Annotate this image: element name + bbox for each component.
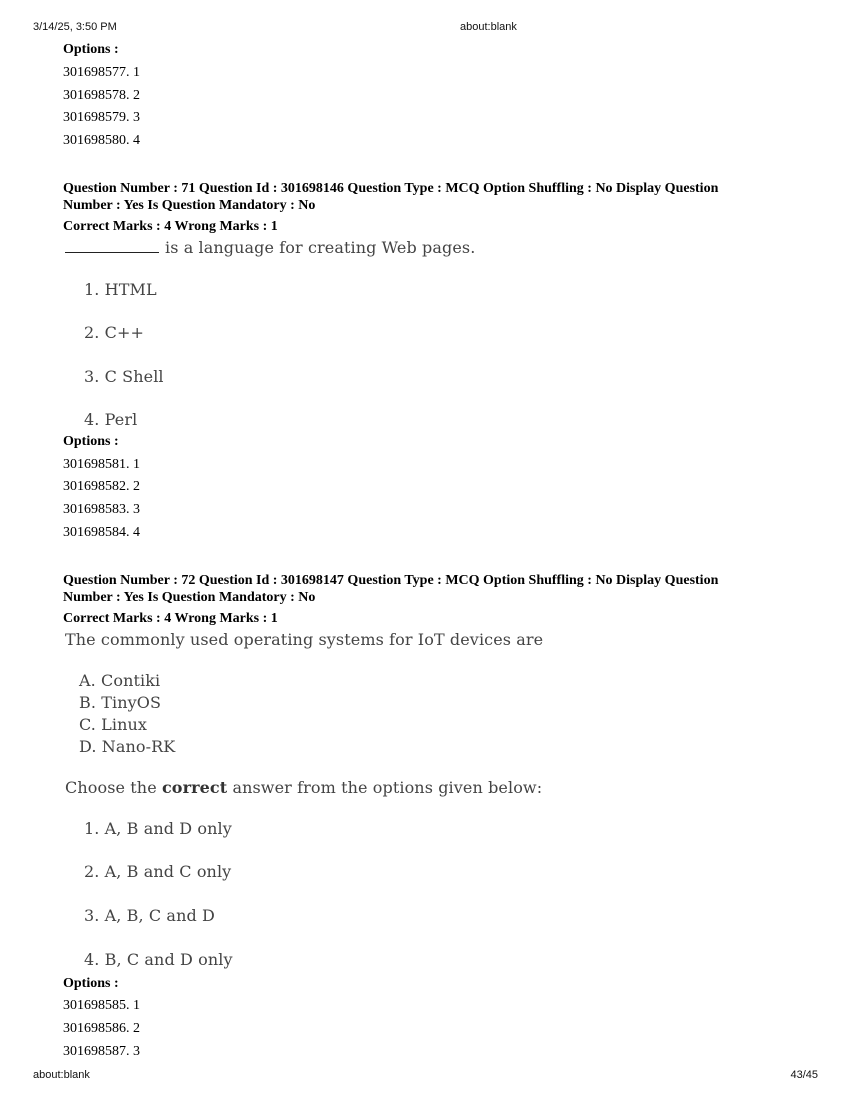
question-marks: Correct Marks : 4 Wrong Marks : 1 <box>63 611 278 626</box>
print-header-url: about:blank <box>460 21 517 33</box>
options-label: Options : <box>63 42 119 57</box>
option-id: 301698577. 1 <box>63 65 140 80</box>
answer-choice: 4. Perl <box>84 410 138 429</box>
question-meta-line: Number : Yes Is Question Mandatory : No <box>63 198 316 213</box>
question-stem <box>65 238 475 257</box>
print-header-datetime: 3/14/25, 3:50 PM <box>33 21 117 33</box>
options-label: Options : <box>63 976 119 991</box>
option-id: 301698582. 2 <box>63 479 140 494</box>
statement-item: C. Linux <box>79 715 148 734</box>
answer-choice: 3. A, B, C and D <box>84 906 215 925</box>
option-id: 301698584. 4 <box>63 525 140 540</box>
answer-choice: 3. C Shell <box>84 367 164 386</box>
question-marks: Correct Marks : 4 Wrong Marks : 1 <box>63 219 278 234</box>
answer-choice: 1. A, B and D only <box>84 819 232 838</box>
statement-item: D. Nano-RK <box>79 737 176 756</box>
option-id: 301698579. 3 <box>63 110 140 125</box>
answer-choice: 1. HTML <box>84 280 157 299</box>
option-id: 301698586. 2 <box>63 1021 140 1036</box>
option-id: 301698585. 1 <box>63 998 140 1013</box>
option-id: 301698581. 1 <box>63 457 140 472</box>
option-id: 301698580. 4 <box>63 133 140 148</box>
fill-blank <box>65 240 159 253</box>
instruction-text: answer from the options given below: <box>227 778 543 797</box>
statement-item: A. Contiki <box>79 671 161 690</box>
question-meta-line: Question Number : 71 Question Id : 301698146 Question Type : MCQ Option Shuffling : No Display Question <box>63 181 719 196</box>
page-number: 43/45 <box>790 1069 818 1081</box>
option-id: 301698583. 3 <box>63 502 140 517</box>
answer-choice: 2. C++ <box>84 323 145 342</box>
question-meta-line: Question Number : 72 Question Id : 301698147 Question Type : MCQ Option Shuffling : No Display Question <box>63 573 719 588</box>
statement-item: B. TinyOS <box>79 693 162 712</box>
answer-instruction <box>65 778 542 797</box>
answer-choice: 2. A, B and C only <box>84 862 232 881</box>
question-stem: The commonly used operating systems for IoT devices are <box>65 630 544 649</box>
answer-choice: 4. B, C and D only <box>84 950 233 969</box>
instruction-emphasis: correct <box>161 778 228 797</box>
question-stem-text: is a language for creating Web pages. <box>165 238 476 257</box>
options-label: Options : <box>63 434 119 449</box>
option-id: 301698587. 3 <box>63 1044 140 1059</box>
instruction-text: Choose the <box>65 778 162 797</box>
question-meta-line: Number : Yes Is Question Mandatory : No <box>63 590 316 605</box>
option-id: 301698578. 2 <box>63 88 140 103</box>
print-footer-url: about:blank <box>33 1069 90 1081</box>
